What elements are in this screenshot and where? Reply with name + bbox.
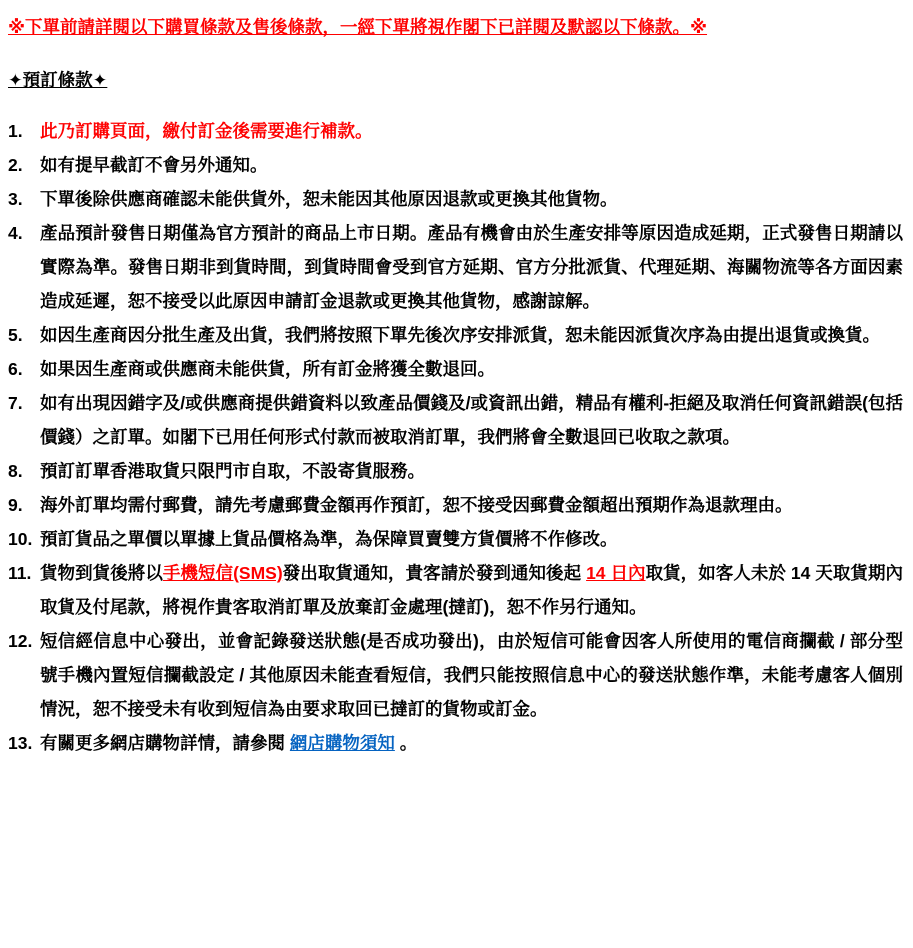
term-number: 10. xyxy=(8,529,33,549)
term-text xyxy=(40,318,903,352)
term-number: 7. xyxy=(8,393,23,413)
term-highlight-segment: 此乃訂購頁面，繳付訂金後需要進行補款。 xyxy=(40,121,373,141)
term-text xyxy=(40,148,903,182)
term-text-segment: 如因生產商因分批生產及出貨，我們將按照下單先後次序安排派貨，恕未能因派貨次序為由提出退貨或換貨。 xyxy=(40,325,880,345)
term-text xyxy=(40,216,903,318)
term-item-9 xyxy=(8,488,903,522)
term-number: 1. xyxy=(8,121,23,141)
term-item-2 xyxy=(8,148,903,182)
term-text xyxy=(40,624,903,726)
term-item-5 xyxy=(8,318,903,352)
term-number: 11. xyxy=(8,563,32,583)
term-number: 13. xyxy=(8,733,33,753)
term-text xyxy=(40,454,903,488)
term-text xyxy=(40,386,903,454)
term-text-segment: 發出取貨通知，貴客請於發到通知後起 xyxy=(282,563,587,583)
term-item-13 xyxy=(8,726,903,760)
term-text-segment: 如有提早截訂不會另外通知。 xyxy=(40,155,268,175)
term-item-4 xyxy=(8,216,903,318)
term-item-6 xyxy=(8,352,903,386)
term-item-11 xyxy=(8,556,903,624)
term-item-1 xyxy=(8,114,903,148)
term-text-segment: 海外訂單均需付郵費，請先考慮郵費金額再作預訂，恕不接受因郵費金額超出預期作為退款理由。 xyxy=(40,495,793,515)
term-text-segment: 預訂訂單香港取貨只限門市自取，不設寄貨服務。 xyxy=(40,461,425,481)
term-item-8 xyxy=(8,454,903,488)
term-item-12 xyxy=(8,624,903,726)
term-text xyxy=(40,556,903,624)
term-text-segment: 如有出現因錯字及/或供應商提供錯資料以致產品價錢及/或資訊出錯，精品有權利-拒絕及取消任何資訊錯誤(包括價錢）之訂單。如閣下已用任何形式付款而被取消訂單，我們將會全數退回已收取之款項。 xyxy=(40,393,903,447)
term-text-segment: 下單後除供應商確認未能供貨外，恕未能因其他原因退款或更換其他貨物。 xyxy=(40,189,618,209)
term-text xyxy=(40,352,903,386)
term-item-3 xyxy=(8,182,903,216)
terms-warning-title: ※下單前請詳閱以下購買條款及售後條款，一經下單將視作閣下已詳閱及默認以下條款。※ xyxy=(8,17,708,37)
term-text-segment: 有關更多網店購物詳情，請參閱 xyxy=(40,733,290,753)
term-text-segment: 如果因生產商或供應商未能供貨，所有訂金將獲全數退回。 xyxy=(40,359,495,379)
term-text-segment: 預訂貨品之單價以單據上貨品價格為準，為保障買賣雙方貨價將不作修改。 xyxy=(40,529,618,549)
preorder-terms-header: ✦預訂條款✦ xyxy=(8,70,108,90)
term-text-segment: 短信經信息中心發出，並會記錄發送狀態(是否成功發出)，由於短信可能會因客人所使用的電信商攔截 / 部分型號手機內置短信攔截設定 / 其他原因未能查看短信，我們只能按照信息中心的發送狀態作準，未能考慮客人個別情況，恕不接受未有收到短信為由要求取回已撻訂的貨物或訂金。 xyxy=(40,631,903,719)
term-number: 4. xyxy=(8,223,23,243)
terms-list xyxy=(8,114,903,760)
term-number: 9. xyxy=(8,495,23,515)
term-number: 5. xyxy=(8,325,23,345)
term-text-segment: 產品預計發售日期僅為官方預計的商品上市日期。產品有機會由於生產安排等原因造成延期，正式發售日期請以實際為準。發售日期非到貨時間，到貨時間會受到官方延期、官方分批派貨、代理延期、海關物流等各方面因素造成延遲，恕不接受以此原因申請訂金退款或更換其他貨物，感謝諒解。 xyxy=(40,223,903,311)
term-text-segment: 。 xyxy=(394,733,418,753)
term-number: 8. xyxy=(8,461,23,481)
term-text-segment: 貨物到貨後將以 xyxy=(40,563,163,583)
term-text xyxy=(40,114,903,148)
term-number: 2. xyxy=(8,155,23,175)
term-number: 12. xyxy=(8,631,33,651)
term-highlight-segment: 14 日內 xyxy=(586,563,646,583)
store-shopping-guide-link[interactable]: 網店購物須知 xyxy=(289,733,395,753)
term-text xyxy=(40,522,903,556)
term-text xyxy=(40,488,903,522)
term-text xyxy=(40,182,903,216)
term-text xyxy=(40,726,903,760)
term-number: 3. xyxy=(8,189,23,209)
term-text-segment: 取貨，如客人未於 14 天取貨期內取貨及付尾款，將視作貴客取消訂單及放棄訂金處理(撻訂)，恕不作另行通知。 xyxy=(40,563,904,617)
term-highlight-segment: 手機短信(SMS) xyxy=(162,563,283,583)
term-item-7 xyxy=(8,386,903,454)
term-number: 6. xyxy=(8,359,23,379)
term-item-10 xyxy=(8,522,903,556)
